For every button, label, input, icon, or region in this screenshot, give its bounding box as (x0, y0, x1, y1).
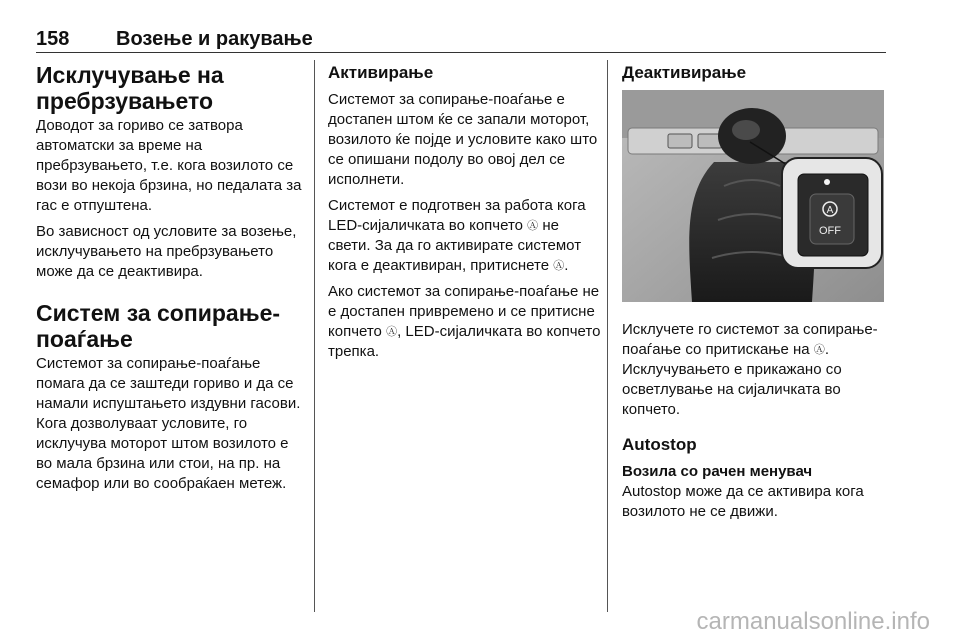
off-label: OFF (819, 225, 841, 237)
header-rule (36, 52, 886, 53)
auto-stop-off-icon: Ⓐ (813, 344, 825, 356)
svg-text:A: A (826, 205, 834, 216)
heading-activation: Активирање (328, 63, 434, 82)
paragraph: Системот е подготвен за работа кога LED-сијаличката во копчето Ⓐ не свети. За да го активирате системот кога е деактивиран, притиснете Ⓐ. (328, 197, 586, 274)
chapter-title: Возење и ракување (116, 28, 313, 50)
paragraph: Системот за сопирање-поаѓање е достапен штом ќе се запали моторот, возилото ќе појде и условите како што се опишани подолу во овој дел се исполнети. (328, 91, 598, 188)
paragraph: Доводот за гориво се затвора автоматски за време на пребрзувањето, т.е. кога возилото се вози во некоја брзина, но педалата за гас е отпуштена. (36, 117, 302, 214)
auto-stop-off-icon: Ⓐ (386, 326, 398, 338)
paragraph: Во зависност од условите за возење, исклучувањето на пребрзувањето може да се деактивира. (36, 223, 297, 280)
paragraph: Ако системот за сопирање-поаѓање не е достапен привремено и се притисне копчето Ⓐ, LED-сијаличката во копчето трепка. (328, 283, 601, 360)
heading-autostop: Autostop (622, 435, 697, 454)
page-number: 158 (36, 28, 70, 50)
paragraph: Исклучете го системот за сопирање-поаѓање со притискање на Ⓐ. Исклучувањето е прикажано со осветлување на сијаличката во копчето. (622, 321, 878, 418)
watermark: carmanualsonline.info (696, 608, 930, 635)
paragraph: Системот за сопирање-поаѓање помага да се заштеди гориво и да се намали испуштањето издувни гасови. Кога дозволуваат условите, го исклучува моторот штом возилото е во мала брзина или стои, на пр. на семафор или во сообраќаен метеж. (36, 355, 301, 492)
paragraph: Autostop може да се активира кога возилото не се движи. (622, 483, 864, 520)
heading-overrun-cutoff: Исклучување на пребрзувањето (36, 62, 224, 114)
heading-stop-start-system: Систем за сопирање-поаѓање (36, 300, 281, 352)
console-illustration (622, 90, 884, 302)
column-right (622, 62, 890, 528)
auto-stop-off-icon: Ⓐ (527, 220, 539, 232)
column-left (36, 62, 306, 500)
column-divider-1 (314, 60, 315, 612)
heading-deactivation: Деактивирање (622, 63, 747, 82)
auto-stop-off-icon: Ⓐ (553, 260, 565, 272)
console-figure (622, 90, 884, 302)
page-header (36, 28, 886, 52)
subheading-manual-transmission: Возила со рачен менувач (622, 463, 813, 480)
column-divider-2 (607, 60, 608, 612)
column-middle (328, 62, 603, 368)
